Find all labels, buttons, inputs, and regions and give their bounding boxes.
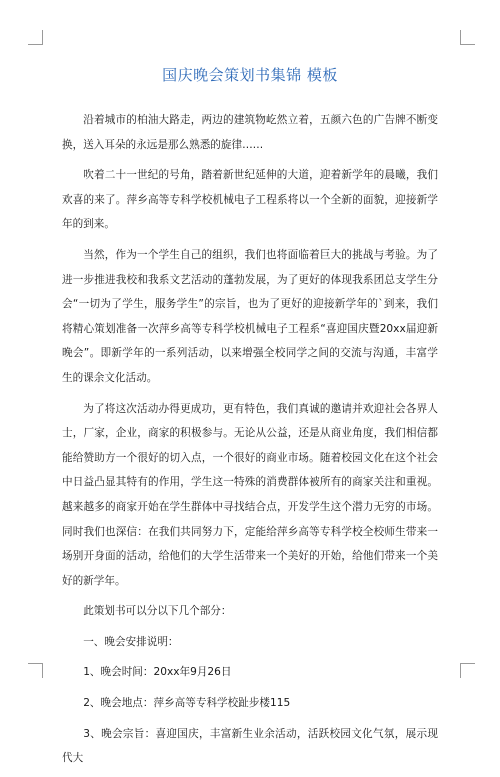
- paragraph-challenge: 当然，作为一个学生自己的组织，我们也将面临着巨大的挑战与考验。为了进一步推进我校和我系文艺活动的蓬勃发展，为了更好的体现我系团总支学生分会“一切为了学生，服务学生”的宗旨，也为了更好的迎接新学年的`到来，我们将精心策划准备一次萍乡高等专科学校机械电子工程系“喜迎国庆暨20xx届迎新晚会”。即新学年的一系列活动，以来增强全校同学之间的交流与沟通，丰富学生的课余文化活动。: [62, 248, 438, 384]
- crop-mark-top-left: [28, 30, 43, 45]
- list-item-location: 2、晚会地点：萍乡高等专科学校趾步楼115: [83, 697, 291, 710]
- section-heading-arrangement: 一、晚会安排说明：: [83, 635, 179, 648]
- paragraph-new-year: 吹着二十一世纪的号角，踏着新世纪延伸的大道，迎着新学年的晨曦，我们欢喜的来了。萍乡高等专科学校机械电子工程系将以一个全新的面貌，迎接新学年的到来。: [62, 169, 438, 231]
- document-body: [62, 108, 438, 771]
- paragraph-intro: 沿着城市的柏油大路走，两边的建筑物屹然立着，五颜六色的广告牌不断变换，送入耳朵的永远是那么熟悉的旋律……: [62, 114, 438, 151]
- document-page: [62, 64, 438, 777]
- paragraph-sections-intro: 此策划书可以分以下几个部分：: [83, 605, 232, 618]
- crop-mark-top-right: [460, 30, 475, 45]
- document-title: 国庆晚会策划书集锦 模板: [162, 66, 338, 84]
- crop-mark-bottom-right: [460, 663, 475, 678]
- list-item-time: 1、晚会时间：20xx年9月26日: [83, 666, 232, 679]
- list-item-purpose: 3、晚会宗旨：喜迎国庆，丰富新生业余活动，活跃校园文化气氛，展示现代大: [62, 727, 438, 765]
- paragraph-sponsorship: 为了将这次活动办得更成功，更有特色，我们真诚的邀请并欢迎社会各界人士，厂家，企业，商家的积极参与。无论从公益，还是从商业角度，我们相信都能给赞助方一个很好的切入点，一个很好的商业市场。随着校园文化在这个社会中日益凸显其特有的作用，学生这一特殊的消费群体被所有的商家关注和重视。越来越多的商家开始在学生群体中寻找结合点，开发学生这个潜力无穷的市场。同时我们也深信：在我们共同努力下，定能给萍乡高等专科学校全校师生带来一场别开身面的活动，给他们的大学生活带来一个美好的开始，给他们带来一个美好的新学年。: [62, 402, 438, 587]
- crop-mark-bottom-left: [28, 663, 43, 678]
